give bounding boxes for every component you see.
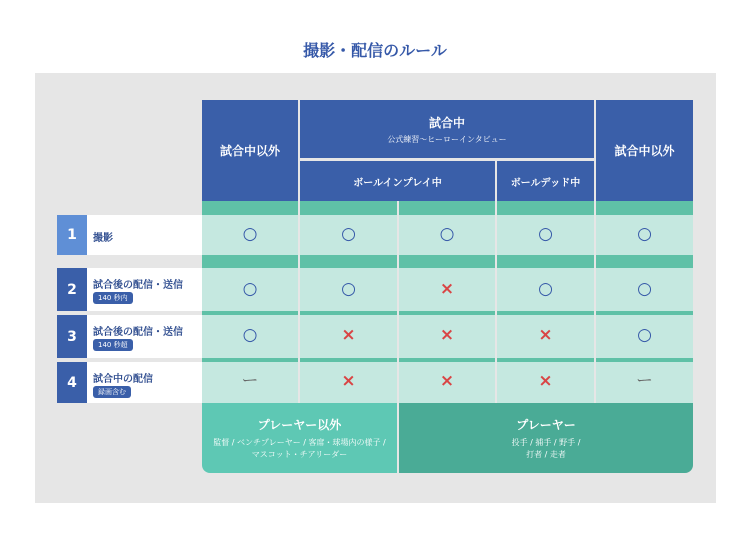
header-inplay-label: ボールインプレイ中 <box>353 177 442 189</box>
grid-cell-c2-b3 <box>300 255 397 268</box>
header-right-label: 試合中以外 <box>614 144 675 158</box>
row-label-3 <box>57 315 202 358</box>
footer-right-title: プレーヤー <box>516 417 576 432</box>
grid-cell-c2-b1 <box>300 201 397 215</box>
row-label-text: 試合中の配信 <box>93 374 153 385</box>
header-inplay <box>300 161 495 201</box>
mark-row3-col3: × <box>439 325 455 345</box>
footer-left-title: プレーヤー以外 <box>257 417 342 432</box>
row-badge: 録画含む <box>93 386 131 398</box>
row-number: 2 <box>57 268 87 311</box>
header-middle-label: 試合中 <box>428 115 465 130</box>
grid-cell-c1-b3 <box>202 255 298 268</box>
footer-left-line1: 監督 / ベンチプレーヤー / 客席・球場内の様子 / <box>213 437 386 447</box>
header-left <box>202 100 298 201</box>
row-label-1 <box>57 215 202 255</box>
grid-cell-c4-b1 <box>497 201 594 215</box>
grid-cell-c1-b1 <box>202 201 298 215</box>
row-label-4 <box>57 362 202 403</box>
mark-row3-col5: ○ <box>637 325 652 345</box>
grid-cell-c3-b3 <box>399 255 495 268</box>
row-badge: 140 秒超 <box>93 339 133 351</box>
mark-row4-col2: × <box>341 371 356 391</box>
header-dead <box>497 161 594 201</box>
footer-left-line2: マスコット・チアリーダー <box>251 449 348 459</box>
mark-row4-col3: × <box>439 371 455 391</box>
mark-row2-col5: ○ <box>637 279 652 299</box>
mark-row4-col1: ー <box>241 371 259 391</box>
footer-non-players <box>202 403 397 473</box>
mark-row1-col1: ○ <box>242 224 258 244</box>
row-label-2 <box>57 268 202 311</box>
mark-row3-col4: × <box>538 325 553 345</box>
row-label-text: 試合後の配信・送信 <box>93 327 183 338</box>
row-number: 1 <box>57 215 87 255</box>
mark-row2-col4: ○ <box>538 279 553 299</box>
row-label-text: 撮影 <box>93 233 113 244</box>
row-number: 4 <box>57 362 87 403</box>
header-dead-label: ボールデッド中 <box>510 177 581 189</box>
mark-row1-col4: ○ <box>538 224 553 244</box>
header-middle-sub: 公式練習〜ヒーローインタビュー <box>387 134 507 144</box>
mark-row2-col3: × <box>439 279 455 299</box>
mark-row3-col2: × <box>341 325 356 345</box>
row-badge: 140 秒内 <box>93 292 133 304</box>
mark-row3-col1: ○ <box>242 325 258 345</box>
grid-cell-c4-b3 <box>497 255 594 268</box>
grid-cell-c5-b1 <box>596 201 693 215</box>
mark-row1-col3: ○ <box>439 224 455 244</box>
grid-cell-c5-b3 <box>596 255 693 268</box>
mark-row4-col4: × <box>538 371 553 391</box>
header-middle <box>300 100 594 158</box>
grid-cell-c3-b1 <box>399 201 495 215</box>
mark-row2-col2: ○ <box>341 279 356 299</box>
page-title: 撮影・配信のルール <box>303 41 447 60</box>
footer-players <box>399 403 693 473</box>
mark-row2-col1: ○ <box>242 279 258 299</box>
mark-row1-col2: ○ <box>341 224 356 244</box>
row-label-text: 試合後の配信・送信 <box>93 280 183 291</box>
footer-right-line1: 投手 / 捕手 / 野手 / <box>511 437 581 447</box>
mark-row4-col5: ー <box>636 371 653 391</box>
header-right <box>596 100 693 201</box>
mark-row1-col5: ○ <box>637 224 652 244</box>
header-left-label: 試合中以外 <box>219 144 280 158</box>
row-number: 3 <box>57 315 87 358</box>
footer-right-line2: 打者 / 走者 <box>526 449 566 459</box>
